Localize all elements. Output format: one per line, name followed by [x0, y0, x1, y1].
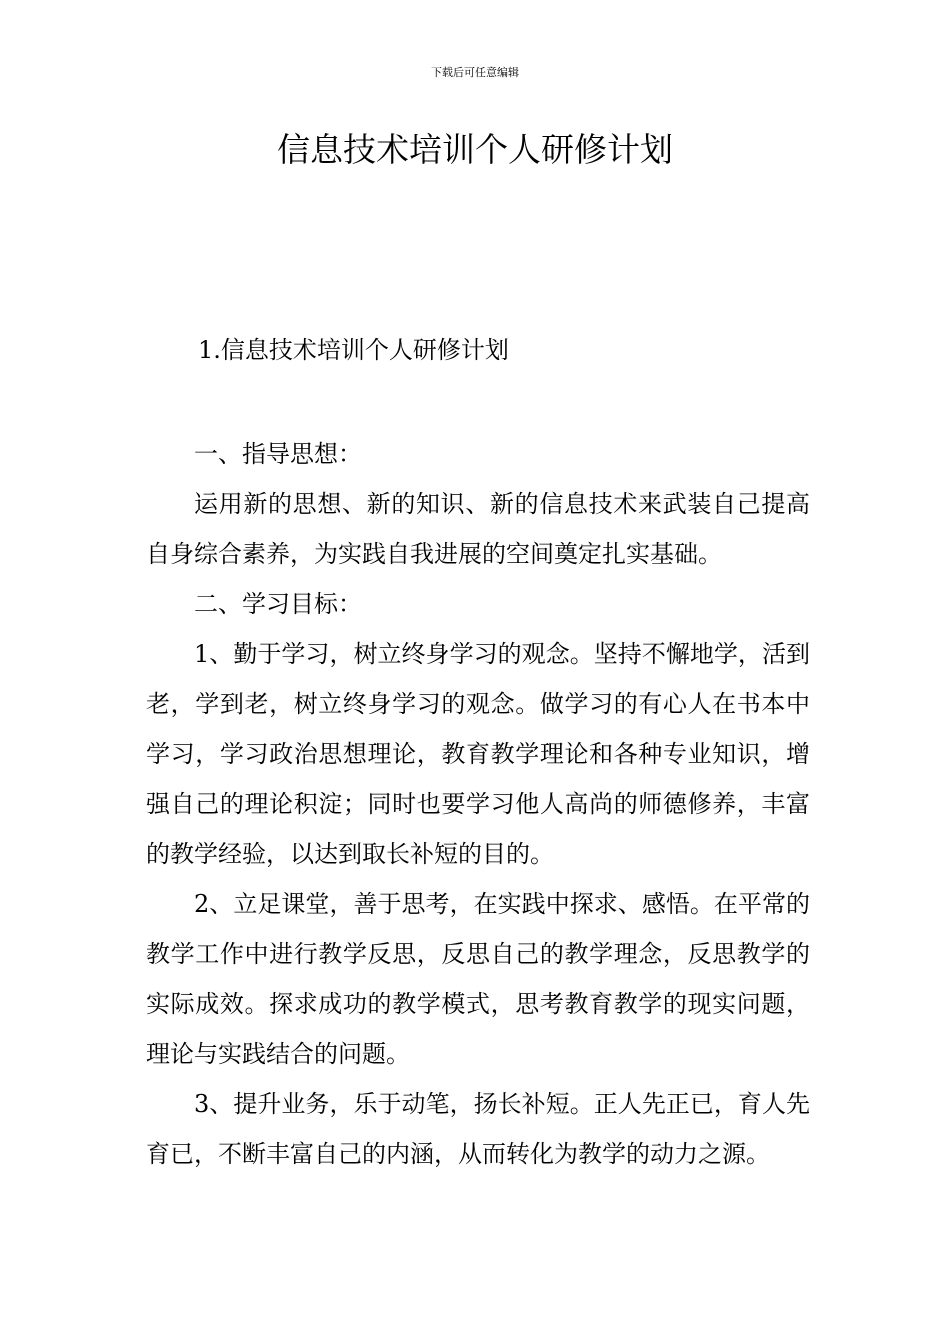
paragraph-goal-1: 1、勤于学习，树立终身学习的观念。坚持不懈地学，活到老，学到老，树立终身学习的观念。做学习的有心人在书本中学习，学习政治思想理论，教育教学理论和各种专业知识，增强自己的理论积淀；同时也要学习他人高尚的师德修养，丰富的教学经验，以达到取长补短的目的。 — [146, 640, 810, 868]
document-title: 信息技术培训个人研修计划 — [277, 130, 673, 169]
paragraph-goal-3: 3、提升业务，乐于动笔，扬长补短。正人先正已，育人先育已，不断丰富自己的内涵，从而转化为教学的动力之源。 — [146, 1090, 810, 1168]
heading-guiding-ideology: 一、指导思想： — [194, 440, 362, 468]
heading-learning-goals: 二、学习目标： — [194, 590, 362, 618]
document-body — [146, 429, 810, 1179]
header-note: 下载后可任意编辑 — [431, 66, 519, 79]
section-subtitle: 1.信息技术培训个人研修计划 — [198, 336, 509, 364]
paragraph-guiding-ideology: 运用新的思想、新的知识、新的信息技术来武装自己提高自身综合素养，为实践自我进展的空间奠定扎实基础。 — [146, 490, 810, 568]
paragraph-goal-2: 2、立足课堂，善于思考，在实践中探求、感悟。在平常的教学工作中进行教学反思，反思自己的教学理念，反思教学的实际成效。探求成功的教学模式，思考教育教学的现实问题，理论与实践结合的问题。 — [146, 890, 810, 1068]
